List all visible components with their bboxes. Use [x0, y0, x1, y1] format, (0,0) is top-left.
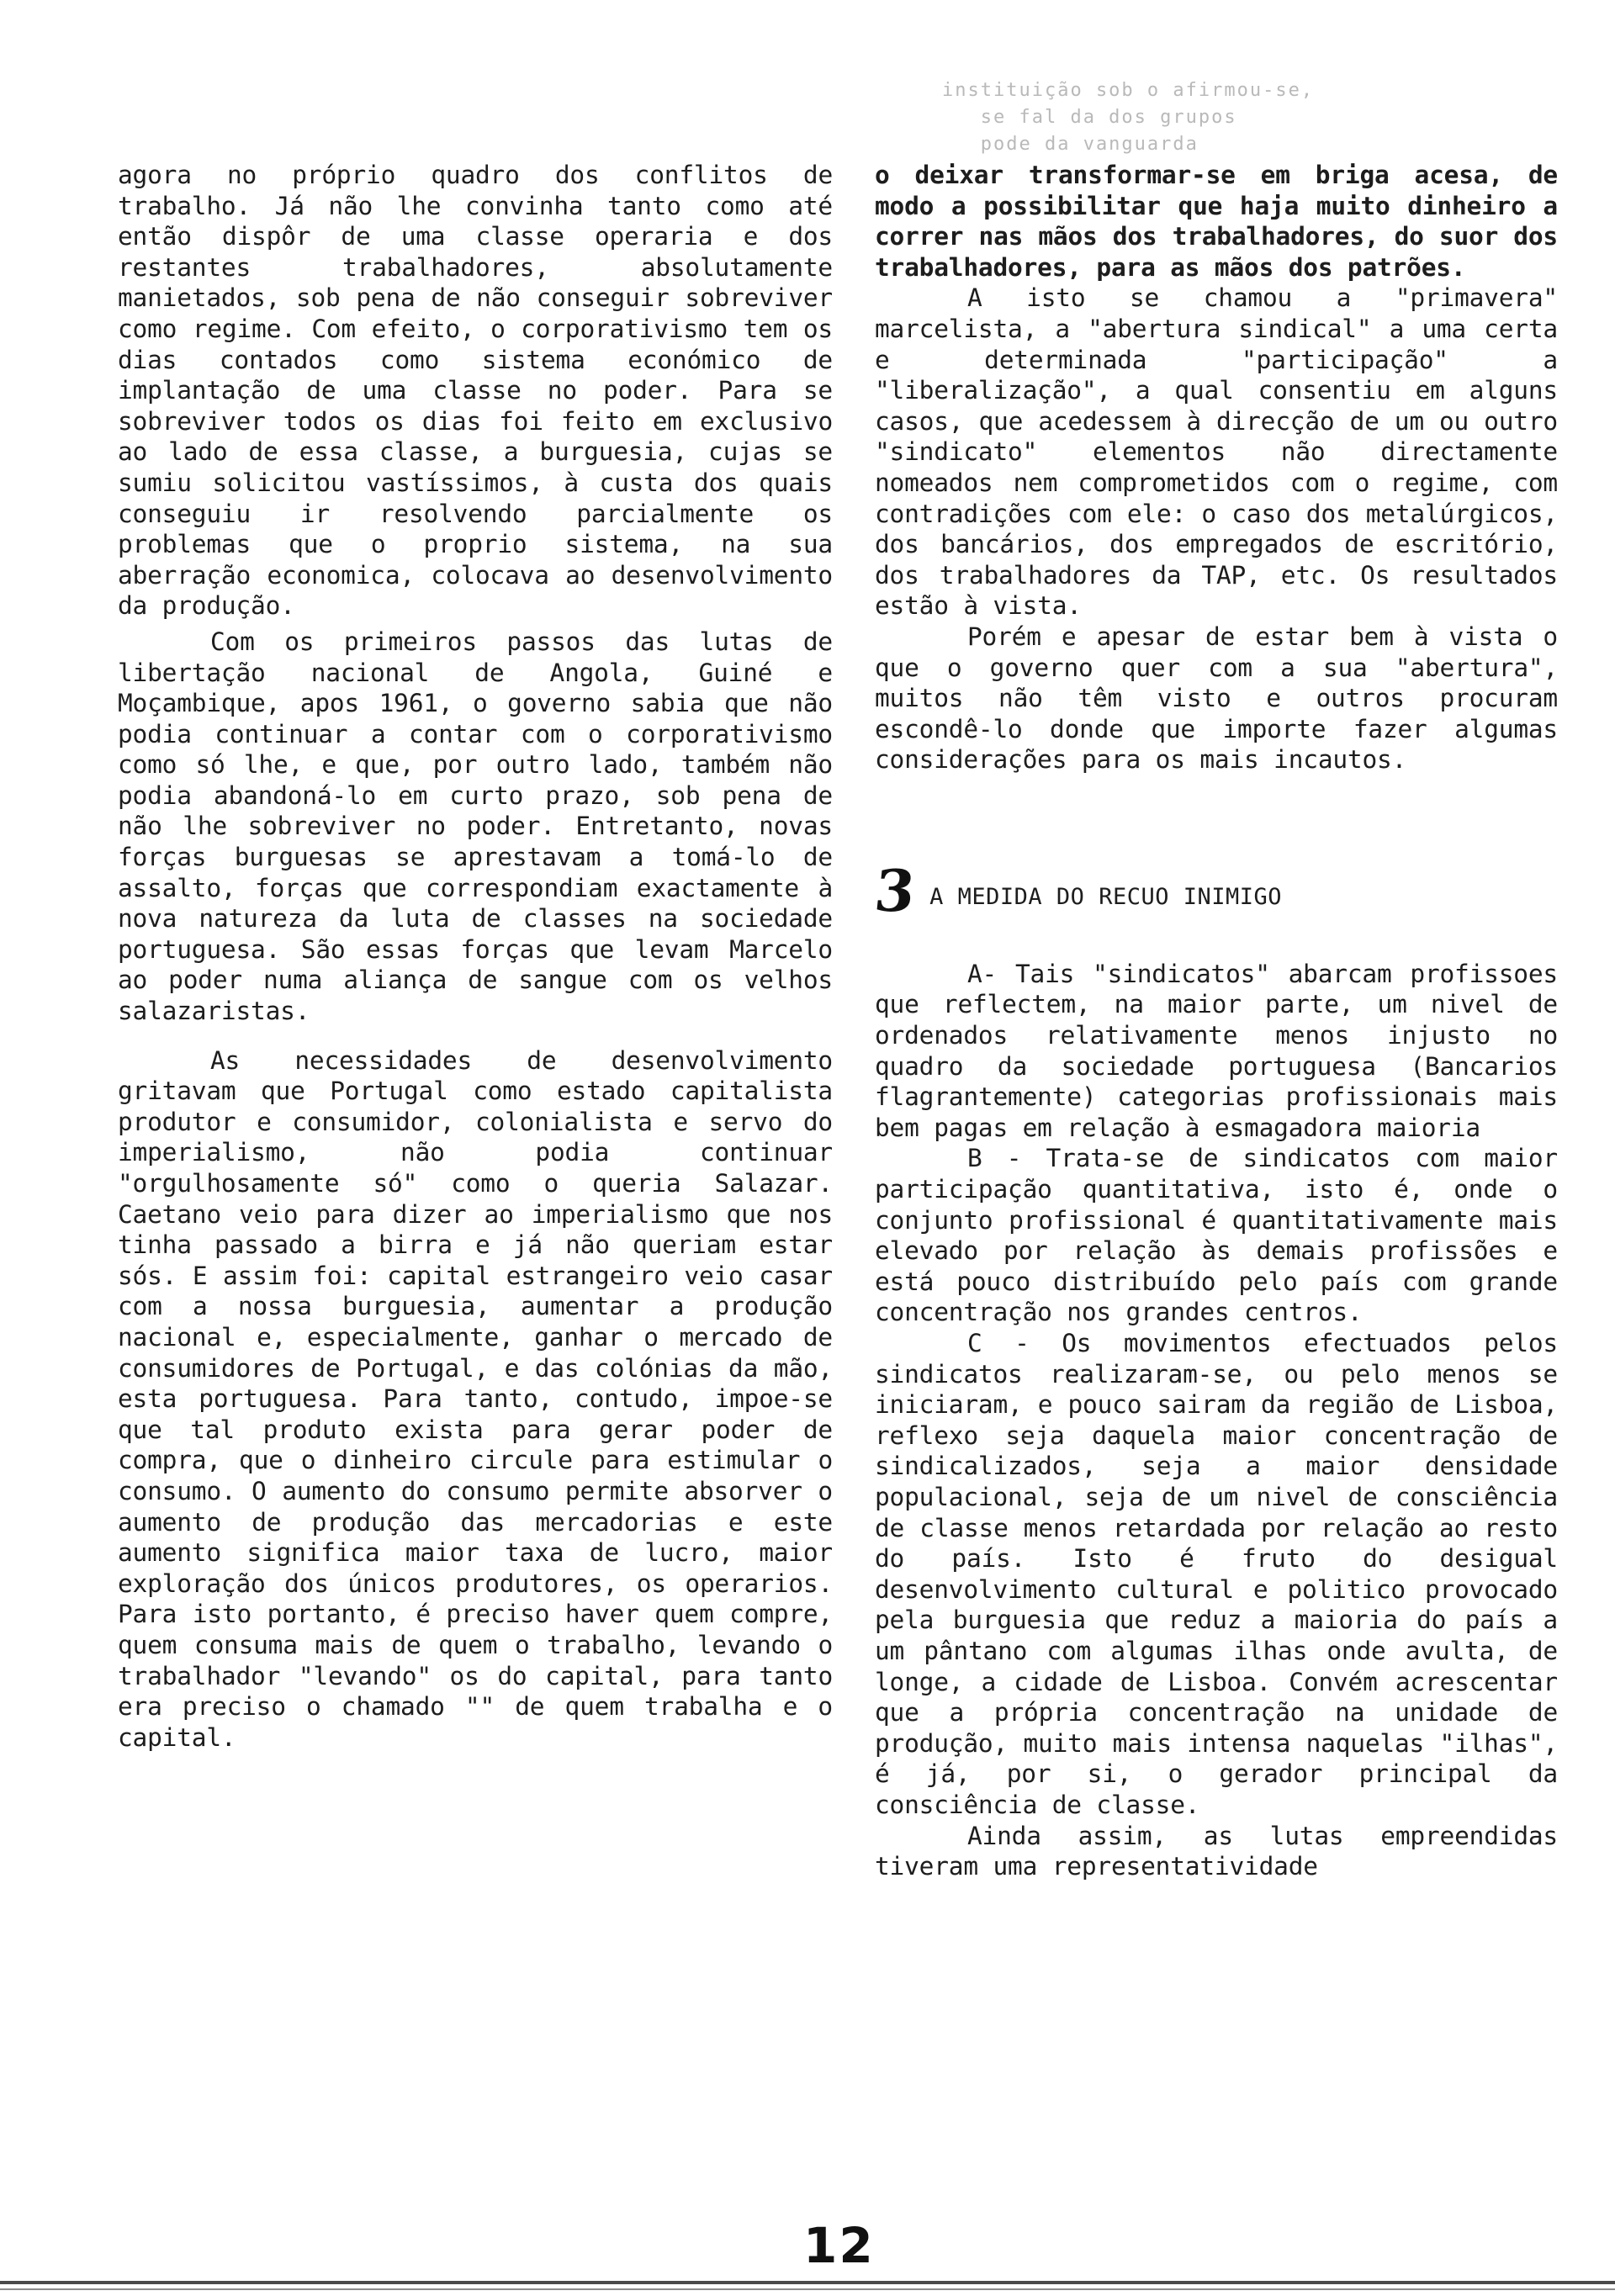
section-title: A MEDIDA DO RECUO INIMIGO [929, 884, 1283, 911]
right-paragraph-2: A isto se chamou a "primavera" marcelista, a "abertura sindical" a uma certa e determinada "participação" a "liberalização", a qual consentiu em alguns casos, que acedessem à direcção de um ou outro "sindicato" elementos não directamente nomeados nem comprometidos com o regime, com contradições com ele: o caso dos metalúrgicos, dos bancários, dos empregados de escritório, dos trabalhadores da TAP, etc. Os resultados estão à vista. [875, 283, 1558, 621]
item-a-paragraph: A- Tais "sindicatos" abarcam profissoes que reflectem, na maior parte, um nivel de ordenados relativamente menos injusto no quadro da sociedade portuguesa (Bancarios flagrantemente) categorias profissionais mais bem pagas em relação à esmagadora maioria [875, 959, 1558, 1142]
left-column [118, 160, 833, 1753]
right-paragraph-1: o deixar transformar-se em briga acesa, de modo a possibilitar que haja muito dinheiro a correr nas mãos dos trabalhadores, do suor dos trabalhadores, para as mãos dos patrões. [875, 161, 1558, 282]
left-paragraph-1: agora no próprio quadro dos conflitos de trabalho. Já não lhe convinha tanto como até então dispôr de uma classe operaria e dos restantes trabalhadores, absolutamente manietados, sob pena de não conseguir sobreviver como regime. Com efeito, o corporativismo tem os dias contados como sistema económico de implantação de uma classe no poder. Para se sobreviver todos os dias foi feito em exclusivo ao lado de essa classe, a burguesia, cujas se sumiu solicitou vastíssimos, à custa dos quais conseguiu ir resolvendo parcialmente os problemas que o proprio sistema, na sua aberração economica, colocava ao desenvolvimento da produção. [118, 161, 833, 621]
bottom-rule-thin [0, 2288, 1615, 2290]
left-paragraph-2: Com os primeiros passos das lutas de libertação nacional de Angola, Guiné e Moçambique, apos 1961, o governo sabia que não podia continuar a contar com o corporativismo como só lhe, e que, por outro lado, também não podia abandoná-lo em curto prazo, sob pena de não lhe sobreviver no poder. Entretanto, novas forças burguesas se aprestavam a tomá-lo de assalto, forças que correspondiam exactamente à nova natureza da luta de classes na sociedade portuguesa. São essas forças que levam Marcelo ao poder numa aliança de sangue com os velhos salazaristas. [118, 627, 833, 1026]
right-paragraph-3: Porém e apesar de estar bem à vista o que o governo quer com a sua "abertura", muitos não têm visto e outros procuram escondê-lo donde que importe fazer algumas considerações para os mais incautos. [875, 622, 1558, 775]
right-column [871, 160, 1558, 1882]
item-d-paragraph: Ainda assim, as lutas empreendidas tiveram uma representatividade [875, 1821, 1558, 1881]
bottom-rule [0, 2281, 1615, 2284]
section-number: 3 [871, 857, 919, 925]
left-paragraph-3: As necessidades de desenvolvimento gritavam que Portugal como estado capitalista produtor e consumidor, colonialista e servo do imperialismo, não podia continuar "orgulhosamente só" como o queria Salazar. Caetano veio para dizer ao imperialismo que nos tinha passado a birra e já não queriam estar sós. E assim foi: capital estrangeiro veio casar com a nossa burguesia, aumentar a produção nacional e, especialmente, ganhar o mercado de consumidores de Portugal, e das colónias da mão, esta portuguesa. Para tanto, contudo, impoe-se que tal produto exista para gerar poder de compra, que o dinheiro circule para estimular o consumo. O aumento do consumo permite absorver o aumento de produção das mercadorias e este aumento significa maior taxa de lucro, maior exploração dos únicos produtores, os operarios. Para isto portanto, é preciso haver quem compre, quem consuma mais de quem o trabalho, levando o trabalhador "levando" os do capital, para tanto era preciso o chamado "" de quem trabalha e o capital. [118, 1045, 833, 1752]
page-number: 12 [803, 2217, 875, 2274]
faded-header-text: instituição sob o afirmou-se, se fal da dos grupos pode da vanguarda [942, 80, 1315, 155]
item-b-paragraph: B - Trata-se de sindicatos com maior participação quantitativa, isto é, onde o conjunto profissional é quantitativamente mais elevado por relação às demais profissões e está pouco distribuído pelo país com grande concentração nos grandes centros. [875, 1144, 1558, 1327]
item-c-paragraph: C - Os movimentos efectuados pelos sindicatos realizaram-se, ou pelo menos se iniciaram, e pouco sairam da região de Lisboa, reflexo seja daquela maior concentração de sindicalizados, seja a maior densidade populacional, seja de um nivel de consciência de classe menos retardada por relação ao resto do país. Isto é fruto do desigual desenvolvimento cultural e politico provocado pela burguesia que reduz a maioria do país a um pântano com algumas ilhas onde avulta, de longe, a cidade de Lisboa. Convém acrescentar que a própria concentração na unidade de produção, muito mais intensa naquelas "ilhas", é já, por si, o gerador principal da consciência de classe. [875, 1329, 1558, 1819]
section-heading [871, 857, 1558, 925]
